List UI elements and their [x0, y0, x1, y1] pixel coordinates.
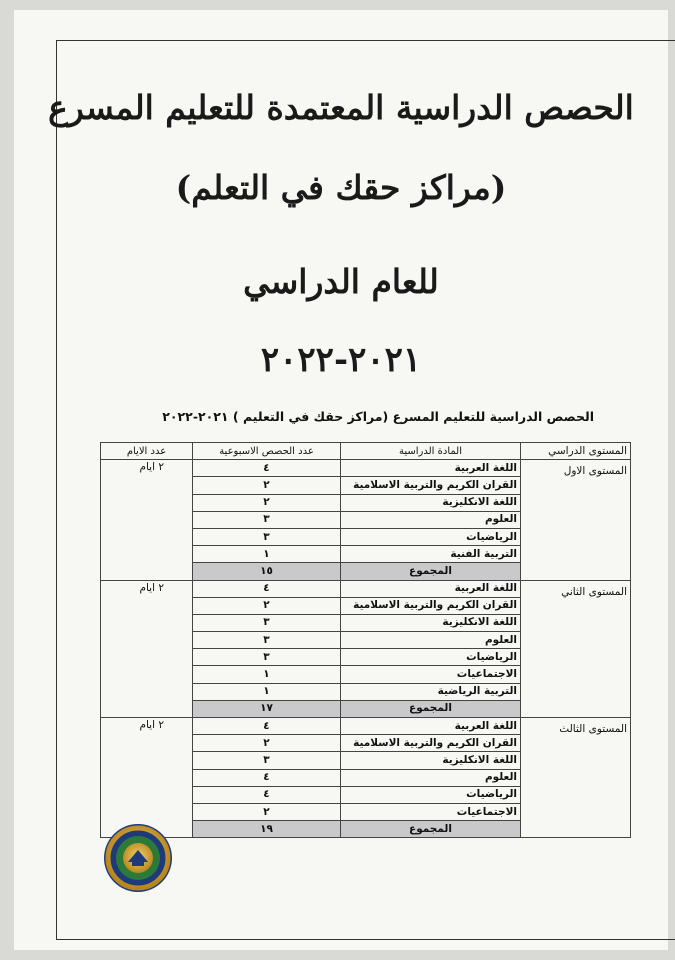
periods-cell: ٤	[193, 769, 341, 786]
periods-cell: ١	[193, 546, 341, 563]
total-label: المجموع	[341, 700, 521, 717]
subject-cell: اللغة الانكليزية	[341, 494, 521, 511]
subject-cell: العلوم	[341, 511, 521, 528]
subject-cell: العلوم	[341, 769, 521, 786]
schedule-table	[100, 442, 631, 838]
subject-cell: التربية الفنية	[341, 546, 521, 563]
periods-cell: ٢	[193, 597, 341, 614]
subject-cell: القران الكريم والتربية الاسلامية	[341, 597, 521, 614]
subject-cell: اللغة العربية	[341, 718, 521, 735]
subject-cell: الرياضيات	[341, 786, 521, 803]
days-cell: ٢ ايام	[101, 718, 193, 838]
periods-cell: ٤	[193, 460, 341, 477]
periods-cell: ٣	[193, 649, 341, 666]
total-value: ١٥	[193, 563, 341, 580]
level-name: المستوى الثالث	[521, 718, 631, 838]
subject-cell: العلوم	[341, 632, 521, 649]
periods-cell: ٣	[193, 528, 341, 545]
total-label: المجموع	[341, 563, 521, 580]
scanned-page	[14, 10, 668, 950]
periods-cell: ٣	[193, 614, 341, 631]
periods-cell: ٢	[193, 494, 341, 511]
periods-cell: ٢	[193, 735, 341, 752]
days-cell: ٢ ايام	[101, 580, 193, 718]
subject-cell: اللغة العربية	[341, 580, 521, 597]
table-row	[101, 580, 631, 597]
subject-cell: القران الكريم والتربية الاسلامية	[341, 477, 521, 494]
header-level: المستوى الدراسي	[521, 443, 631, 460]
periods-cell: ٢	[193, 477, 341, 494]
periods-cell: ٢	[193, 803, 341, 820]
periods-cell: ٤	[193, 580, 341, 597]
periods-cell: ٤	[193, 718, 341, 735]
header-subject: المادة الدراسية	[341, 443, 521, 460]
level-name: المستوى الثاني	[521, 580, 631, 718]
periods-cell: ٣	[193, 752, 341, 769]
total-label: المجموع	[341, 821, 521, 838]
subject-cell: اللغة العربية	[341, 460, 521, 477]
total-value: ١٩	[193, 821, 341, 838]
periods-cell: ٣	[193, 632, 341, 649]
periods-cell: ٤	[193, 786, 341, 803]
document-subtitle: (مراكز حقك في التعلم)	[175, 168, 507, 207]
header-periods: عدد الحصص الاسبوعية	[193, 443, 341, 460]
subject-cell: الرياضيات	[341, 528, 521, 545]
academic-year: ٢٠٢١-٢٠٢٢	[260, 340, 422, 380]
periods-cell: ١	[193, 683, 341, 700]
academic-year-label: للعام الدراسي	[243, 262, 439, 301]
table-row	[101, 460, 631, 477]
level-name: المستوى الاول	[521, 460, 631, 580]
subject-cell: اللغة الانكليزية	[341, 752, 521, 769]
subject-cell: التربية الرياضية	[341, 683, 521, 700]
header-days: عدد الايام	[101, 443, 193, 460]
subject-cell: الرياضيات	[341, 649, 521, 666]
subject-cell: الاجتماعيات	[341, 803, 521, 820]
subject-cell: القران الكريم والتربية الاسلامية	[341, 735, 521, 752]
periods-cell: ٣	[193, 511, 341, 528]
ministry-seal-icon	[102, 822, 174, 894]
table-header-row	[101, 443, 631, 460]
subject-cell: الاجتماعيات	[341, 666, 521, 683]
total-value: ١٧	[193, 700, 341, 717]
table-caption: الحصص الدراسية للتعليم المسرع (مراكز حقك في التعليم ) ٢٠٢١-٢٠٢٢	[162, 409, 594, 424]
periods-cell: ١	[193, 666, 341, 683]
subject-cell: اللغة الانكليزية	[341, 614, 521, 631]
table-row	[101, 718, 631, 735]
document-title: الحصص الدراسية المعتمدة للتعليم المسرع	[48, 88, 634, 127]
days-cell: ٢ ايام	[101, 460, 193, 580]
